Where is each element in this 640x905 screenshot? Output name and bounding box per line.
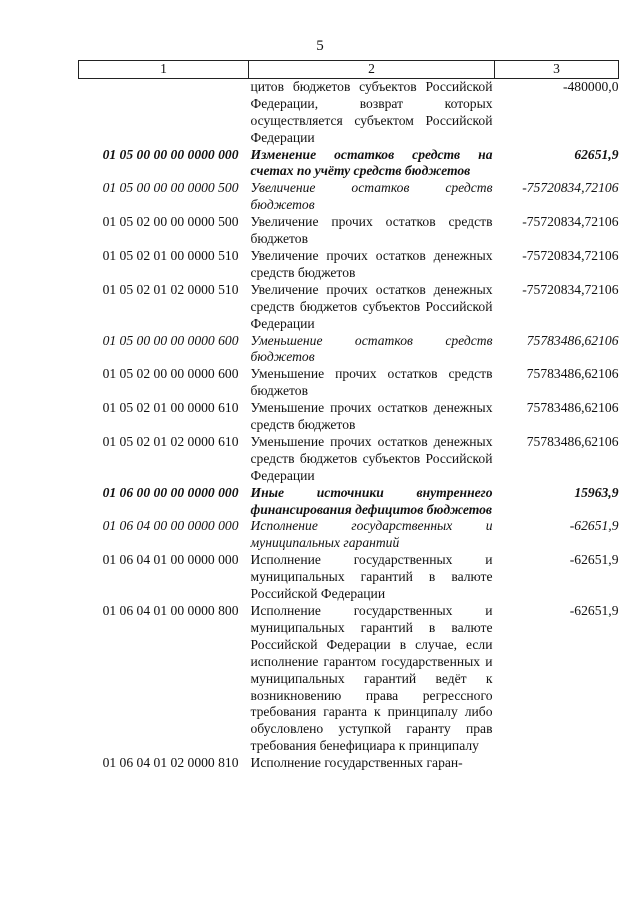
row-description: Увеличение прочих остатков средств бюджетов bbox=[250, 214, 493, 247]
row-description: Исполнение государственных гаран- bbox=[250, 755, 463, 771]
row-code: 01 05 02 00 00 0000 600 bbox=[102, 366, 239, 382]
row-description: Уменьшение остатков средств бюджетов bbox=[250, 332, 493, 365]
row-amount: 15963,9 bbox=[574, 484, 619, 500]
table-row bbox=[79, 214, 619, 248]
table-row bbox=[79, 366, 619, 400]
row-description: Увеличение прочих остатков денежных средств бюджетов bbox=[250, 247, 493, 280]
row-description: Увеличение остатков средств бюджетов bbox=[250, 180, 493, 213]
row-amount: -75720834,72106 bbox=[522, 281, 619, 297]
row-description: Уменьшение прочих остатков денежных средств бюджетов bbox=[250, 400, 493, 433]
row-code: 01 05 00 00 00 0000 000 bbox=[102, 146, 239, 162]
row-description: Исполнение государственных и муниципальных гарантий в валюте Российской Федерации bbox=[250, 552, 493, 602]
table-header-row bbox=[79, 61, 619, 79]
row-amount: -75720834,72106 bbox=[522, 247, 619, 263]
table-row bbox=[79, 78, 619, 146]
row-code: 01 05 02 01 02 0000 610 bbox=[102, 433, 239, 449]
table-row bbox=[79, 400, 619, 434]
row-amount: -480000,0 bbox=[562, 78, 619, 94]
table-row bbox=[79, 755, 619, 772]
column-header-3: 3 bbox=[495, 61, 619, 79]
row-code: 01 05 02 01 00 0000 510 bbox=[102, 247, 239, 263]
row-description: цитов бюджетов субъектов Российской Федерации, возврат которых осуществляется субъектом Российской Федерации bbox=[250, 78, 493, 145]
table-row bbox=[79, 248, 619, 282]
column-header-2: 2 bbox=[249, 61, 495, 79]
row-description: Иные источники внутреннего финансирования дефицитов бюджетов bbox=[250, 484, 493, 517]
row-code: 01 05 02 01 02 0000 510 bbox=[102, 281, 239, 297]
row-code: 01 05 02 00 00 0000 500 bbox=[102, 214, 239, 230]
row-description: Исполнение государственных и муниципальных гарантий bbox=[250, 518, 493, 551]
table-row bbox=[79, 282, 619, 333]
row-code: 01 05 00 00 00 0000 600 bbox=[102, 332, 239, 348]
row-amount: 75783486,62106 bbox=[526, 366, 619, 382]
budget-sources-table bbox=[78, 60, 619, 772]
table-row bbox=[79, 518, 619, 552]
row-code: 01 05 02 01 00 0000 610 bbox=[102, 400, 239, 416]
row-amount: -62651,9 bbox=[569, 518, 619, 534]
row-code: 01 05 00 00 00 0000 500 bbox=[102, 180, 239, 196]
row-amount: -75720834,72106 bbox=[522, 214, 619, 230]
table-row bbox=[79, 180, 619, 214]
table-row bbox=[79, 434, 619, 485]
table-row bbox=[79, 147, 619, 181]
row-code: 01 06 04 01 02 0000 810 bbox=[102, 755, 239, 771]
page-number: 5 bbox=[316, 38, 324, 54]
row-code: 01 06 00 00 00 0000 000 bbox=[102, 484, 239, 500]
row-code: 01 06 04 01 00 0000 800 bbox=[102, 603, 239, 618]
row-amount: 75783486,62106 bbox=[526, 332, 619, 348]
row-amount: -75720834,72106 bbox=[522, 180, 619, 196]
row-description: Исполнение государственных и муниципальных гарантий в валюте Российской Федерации в случае, если исполнение гарантом государственных и муниципальных гарантий ведёт к возникновению права регрессного требования гаранта к принципалу либо обусловлено уступкой гаранту прав требования бенефициара к принципалу bbox=[250, 603, 493, 754]
table-row bbox=[79, 603, 619, 755]
row-amount: 62651,9 bbox=[574, 146, 619, 162]
row-amount: 75783486,62106 bbox=[526, 433, 619, 449]
table-row bbox=[79, 333, 619, 367]
row-description: Увеличение прочих остатков денежных средств бюджетов субъектов Российской Федерации bbox=[250, 281, 493, 331]
row-amount bbox=[495, 755, 619, 772]
row-amount: -62651,9 bbox=[569, 552, 619, 568]
table-row bbox=[79, 552, 619, 603]
row-description: Изменение остатков средств на счетах по учёту средств бюджетов bbox=[250, 146, 493, 179]
row-code: 01 06 04 00 00 0000 000 bbox=[102, 518, 239, 534]
row-amount: 75783486,62106 bbox=[526, 400, 619, 416]
row-code bbox=[79, 78, 249, 146]
table-body bbox=[79, 78, 619, 772]
column-header-1: 1 bbox=[79, 61, 249, 79]
row-code: 01 06 04 01 00 0000 000 bbox=[102, 552, 239, 568]
table-row bbox=[79, 485, 619, 519]
row-description: Уменьшение прочих остатков денежных средств бюджетов субъектов Российской Федерации bbox=[250, 433, 493, 483]
row-description: Уменьшение прочих остатков средств бюджетов bbox=[250, 366, 493, 399]
row-amount: -62651,9 bbox=[569, 603, 619, 618]
